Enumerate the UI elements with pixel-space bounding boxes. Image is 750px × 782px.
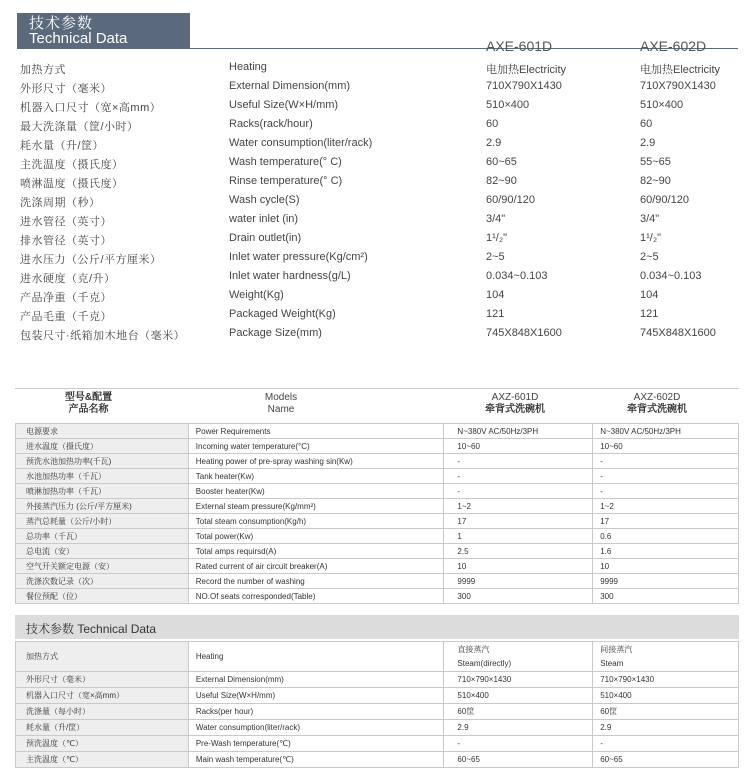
table-cell-en: Total amps requirsd(A) xyxy=(188,544,444,559)
section2-label-en-2: Name xyxy=(267,404,295,415)
table-row xyxy=(16,424,739,439)
section1-spec-row xyxy=(0,137,750,156)
section1-cell-en: Useful Size(W×H/mm) xyxy=(229,99,339,111)
table-cell-cn: 水池加热功率（千瓦） xyxy=(16,469,189,484)
section1-cell-cn: 机器入口尺寸（宽×高mm） xyxy=(20,102,162,114)
section1-cell-en: External Dimension(mm) xyxy=(229,80,351,92)
section1-cell-en: Weight(Kg) xyxy=(229,289,284,301)
table-row xyxy=(16,688,739,704)
table-cell-en: Tank heater(Kw) xyxy=(188,469,444,484)
table-row xyxy=(16,752,739,768)
table-cell-cn: 耗水量（升/筐） xyxy=(16,720,189,736)
table-cell-cn: 预洗温度（℃） xyxy=(16,736,189,752)
table-cell-cn: 电源要求 xyxy=(16,424,189,439)
table-cell-cn: 机器入口尺寸（宽×高mm） xyxy=(16,688,189,704)
section1-cell-a: 2~5 xyxy=(486,251,505,263)
section1-cell-b: 3/4" xyxy=(640,213,660,225)
table-cell-en: Racks(per hour) xyxy=(188,704,444,720)
table-cell-cn: 外形尺寸（毫米） xyxy=(16,672,189,688)
table-row xyxy=(16,589,739,604)
section1-cell-b: 710X790X1430 xyxy=(640,80,716,92)
section1-cell-a: 510×400 xyxy=(486,99,530,111)
table-cell-cn: 主洗温度（℃） xyxy=(16,752,189,768)
table-cell-b: 0.6 xyxy=(593,529,739,544)
section1-cell-a: 60~65 xyxy=(486,156,517,168)
table-cell-en: External Dimension(mm) xyxy=(188,672,444,688)
section2-spec-table xyxy=(15,423,739,604)
section1-spec-row xyxy=(0,175,750,194)
table-row xyxy=(16,559,739,574)
section3-title-cn: 技术参数 xyxy=(26,622,75,636)
section1-cell-a: 60/90/120 xyxy=(486,194,535,206)
section1-cell-a: 0.034~0.103 xyxy=(486,270,548,282)
table-cell-a: - xyxy=(444,736,593,752)
section1-cell-a: 745X848X1600 xyxy=(486,327,562,339)
section1-cell-cn: 进水管径（英寸） xyxy=(20,216,112,228)
section1-cell-cn: 外形尺寸（毫米） xyxy=(20,83,112,95)
table-row xyxy=(16,544,739,559)
table-cell-cn: 预洗水池加热功率(千瓦) xyxy=(16,454,189,469)
table-cell-a: 10~60 xyxy=(444,439,593,454)
section1-cell-cn: 主洗温度（摄氏度） xyxy=(20,159,124,171)
table-cell-a: - xyxy=(444,469,593,484)
section1-cell-b: 60 xyxy=(640,118,653,130)
section1-title-cn: 技术参数 xyxy=(29,15,94,32)
table-row xyxy=(16,574,739,589)
section1-cell-en: water inlet (in) xyxy=(229,213,299,225)
table-cell-a: 10 xyxy=(444,559,593,574)
section1-cell-en: Racks(rack/hour) xyxy=(229,118,313,130)
table-cell-en: Heating xyxy=(188,642,444,672)
table-cell-en: Main wash temperature(℃) xyxy=(188,752,444,768)
table-cell-b: 510×400 xyxy=(593,688,739,704)
section1-model-b: AXE-602D xyxy=(640,38,707,54)
section1-cell-b: 82~90 xyxy=(640,175,671,187)
section2-header xyxy=(15,390,739,418)
table-row xyxy=(16,529,739,544)
table-cell-en: Heating power of pre-spray washing sin(Kw) xyxy=(188,454,444,469)
section1-cell-cn: 耗水量（升/筐） xyxy=(20,140,105,152)
table-cell-en: Water consumption(liter/rack) xyxy=(188,720,444,736)
table-cell-a: 710×790×1430 xyxy=(444,672,593,688)
section1-spec-row xyxy=(0,270,750,289)
table-cell-b: 60~65 xyxy=(593,752,739,768)
table-cell-en: External steam pressure(Kg/mm²) xyxy=(188,499,444,514)
section1-spec-row xyxy=(0,80,750,99)
table-row xyxy=(16,736,739,752)
table-cell-b: - xyxy=(593,736,739,752)
table-cell-b xyxy=(593,642,739,672)
table-cell-b: 1.6 xyxy=(593,544,739,559)
table-cell-b: 10 xyxy=(593,559,739,574)
section1-cell-cn: 进水压力（公斤/平方厘米） xyxy=(20,254,162,266)
table-row xyxy=(16,704,739,720)
table-cell-en: Pre-Wash temperature(℃) xyxy=(188,736,444,752)
section2-label-cn-1: 型号&配置 xyxy=(64,392,113,403)
section1-spec-row xyxy=(0,289,750,308)
section1-cell-b: 745X848X1600 xyxy=(640,327,716,339)
section1-cell-en: Inlet water hardness(g/L) xyxy=(229,270,351,282)
table-row xyxy=(16,720,739,736)
section1-cell-a: 电加热Electricity xyxy=(486,64,567,76)
table-row xyxy=(16,439,739,454)
section3-header xyxy=(15,615,739,639)
table-cell-cn: 总功率（千瓦） xyxy=(16,529,189,544)
table-cell-a: 510×400 xyxy=(444,688,593,704)
section1-cell-cn: 喷淋温度（摄氏度） xyxy=(20,178,124,190)
section1-cell-en: Wash temperature(° C) xyxy=(229,156,342,168)
section1-divider xyxy=(17,48,738,49)
section2-name-a: 牵背式洗碗机 xyxy=(485,404,545,415)
section1-spec-row xyxy=(0,327,750,346)
table-cell-a: 60~65 xyxy=(444,752,593,768)
table-cell-cn: 总电流（安） xyxy=(16,544,189,559)
table-cell-a: 9999 xyxy=(444,574,593,589)
table-cell-en: Total power(Kw) xyxy=(188,529,444,544)
section1-cell-b: 1¹/₂" xyxy=(640,232,662,244)
table-cell-en: Power Requirements xyxy=(188,424,444,439)
section1-header xyxy=(17,13,190,48)
section1-cell-en: Drain outlet(in) xyxy=(229,232,302,244)
section1-cell-en: Wash cycle(S) xyxy=(229,194,300,206)
section2-top-divider xyxy=(15,388,739,389)
section1-cell-a: 104 xyxy=(486,289,505,301)
table-cell-a: - xyxy=(444,484,593,499)
table-cell-a: 60筐 xyxy=(444,704,593,720)
table-cell-b: N~380V AC/50Hz/3PH xyxy=(593,424,739,439)
table-cell-cn: 洗涤次数记录（次） xyxy=(16,574,189,589)
section1-cell-en: Inlet water pressure(Kg/cm²) xyxy=(229,251,368,263)
table-cell-en: Rated current of air circuit breaker(A) xyxy=(188,559,444,574)
table-cell-a: N~380V AC/50Hz/3PH xyxy=(444,424,593,439)
table-cell-a-line1: 直接蒸汽 xyxy=(457,644,490,654)
section1-cell-a: 1¹/₂" xyxy=(486,232,508,244)
section1-spec-row xyxy=(0,156,750,175)
section1-cell-en: Heating xyxy=(229,61,267,73)
table-cell-cn: 外接蒸汽压力 (公斤/平方厘米) xyxy=(16,499,189,514)
table-cell-cn: 蒸汽总耗量（公斤/小时） xyxy=(16,514,189,529)
section1-cell-a: 3/4" xyxy=(486,213,506,225)
table-cell-cn: 餐位预配（位） xyxy=(16,589,189,604)
section2-model-a: AXZ-601D xyxy=(491,392,539,403)
table-cell-en: Total steam consumption(Kg/h) xyxy=(188,514,444,529)
section1-cell-b: 0.034~0.103 xyxy=(640,270,702,282)
section1-spec-row xyxy=(0,194,750,213)
section1-cell-cn: 产品净重（千克） xyxy=(20,292,112,304)
section1-spec-row xyxy=(0,251,750,270)
section1-cell-en: Packaged Weight(Kg) xyxy=(229,308,336,320)
table-cell-a: - xyxy=(444,454,593,469)
section1-cell-b: 104 xyxy=(640,289,659,301)
section1-cell-b: 510×400 xyxy=(640,99,684,111)
table-cell-en: Useful Size(W×H/mm) xyxy=(188,688,444,704)
table-cell-a xyxy=(444,642,593,672)
section1-cell-cn: 最大洗涤量（筐/小时） xyxy=(20,121,139,133)
section1-cell-cn: 加热方式 xyxy=(20,64,66,76)
section1-cell-en: Water consumption(liter/rack) xyxy=(229,137,373,149)
table-row xyxy=(16,499,739,514)
table-cell-a: 17 xyxy=(444,514,593,529)
table-cell-b: 17 xyxy=(593,514,739,529)
section3-title-en: Technical Data xyxy=(77,622,157,636)
section1-spec-row xyxy=(0,61,750,80)
table-row xyxy=(16,514,739,529)
section1-spec-row xyxy=(0,232,750,251)
section1-cell-b: 55~65 xyxy=(640,156,671,168)
table-row xyxy=(16,484,739,499)
section1-cell-en: Rinse temperature(° C) xyxy=(229,175,343,187)
table-cell-b: 710×790×1430 xyxy=(593,672,739,688)
table-cell-cn: 空气开关额定电源（安） xyxy=(16,559,189,574)
table-cell-a: 2.9 xyxy=(444,720,593,736)
table-cell-b: 60筐 xyxy=(593,704,739,720)
section1-spec-row xyxy=(0,99,750,118)
section2-model-b: AXZ-602D xyxy=(633,392,681,403)
table-cell-b: 300 xyxy=(593,589,739,604)
section1-cell-b: 电加热Electricity xyxy=(640,64,721,76)
table-cell-a-line2: Steam(directly) xyxy=(457,658,512,668)
table-cell-a: 300 xyxy=(444,589,593,604)
section1-cell-b: 60/90/120 xyxy=(640,194,689,206)
section1-title-en: Technical Data xyxy=(29,30,128,47)
table-row xyxy=(16,469,739,484)
table-cell-en: Incoming water temperature(°C) xyxy=(188,439,444,454)
section1-cell-b: 121 xyxy=(640,308,659,320)
section1-cell-b: 2~5 xyxy=(640,251,659,263)
table-row xyxy=(16,642,739,672)
section1-spec-row xyxy=(0,308,750,327)
section1-cell-cn: 排水管径（英寸） xyxy=(20,235,112,247)
section1-cell-a: 60 xyxy=(486,118,499,130)
section1-cell-cn: 进水硬度（克/升） xyxy=(20,273,116,285)
section1-cell-b: 2.9 xyxy=(640,137,656,149)
table-cell-b: - xyxy=(593,454,739,469)
section1-model-a: AXE-601D xyxy=(486,38,553,54)
table-cell-en: Booster heater(Kw) xyxy=(188,484,444,499)
table-cell-b: - xyxy=(593,469,739,484)
table-cell-cn: 喷淋加热功率（千瓦） xyxy=(16,484,189,499)
table-cell-b-line1: 间接蒸汽 xyxy=(600,644,633,654)
table-cell-en: NO.Of seats corresponded(Table) xyxy=(188,589,444,604)
table-cell-b: 1~2 xyxy=(593,499,739,514)
section1-spec-row xyxy=(0,118,750,137)
table-row xyxy=(16,454,739,469)
table-cell-b: - xyxy=(593,484,739,499)
table-cell-a: 1 xyxy=(444,529,593,544)
section1-cell-cn: 产品毛重（千克） xyxy=(20,311,112,323)
table-cell-cn: 洗涤量（每小时） xyxy=(16,704,189,720)
table-row xyxy=(16,672,739,688)
table-cell-en: Record the number of washing xyxy=(188,574,444,589)
section1-cell-cn: 洗涤周期（秒） xyxy=(20,197,101,209)
section1-cell-en: Package Size(mm) xyxy=(229,327,322,339)
table-cell-cn: 加热方式 xyxy=(16,642,189,672)
section2-label-en-1: Models xyxy=(264,392,298,403)
table-cell-b-line2: Steam xyxy=(600,658,624,668)
section1-cell-a: 710X790X1430 xyxy=(486,80,562,92)
section1-cell-a: 121 xyxy=(486,308,505,320)
section1-spec-row xyxy=(0,213,750,232)
section2-name-b: 牵背式洗碗机 xyxy=(627,404,687,415)
table-cell-a: 2.5 xyxy=(444,544,593,559)
table-cell-b: 9999 xyxy=(593,574,739,589)
section3-spec-table xyxy=(15,641,739,768)
section1-cell-cn: 包装尺寸·纸箱加木地台（毫米） xyxy=(20,330,186,342)
table-cell-a: 1~2 xyxy=(444,499,593,514)
section1-cell-a: 2.9 xyxy=(486,137,502,149)
table-cell-cn: 进水温度（摄氏度） xyxy=(16,439,189,454)
table-cell-b: 2.9 xyxy=(593,720,739,736)
section2-label-cn-2: 产品名称 xyxy=(68,404,109,415)
section1-cell-a: 82~90 xyxy=(486,175,517,187)
table-cell-b: 10~60 xyxy=(593,439,739,454)
